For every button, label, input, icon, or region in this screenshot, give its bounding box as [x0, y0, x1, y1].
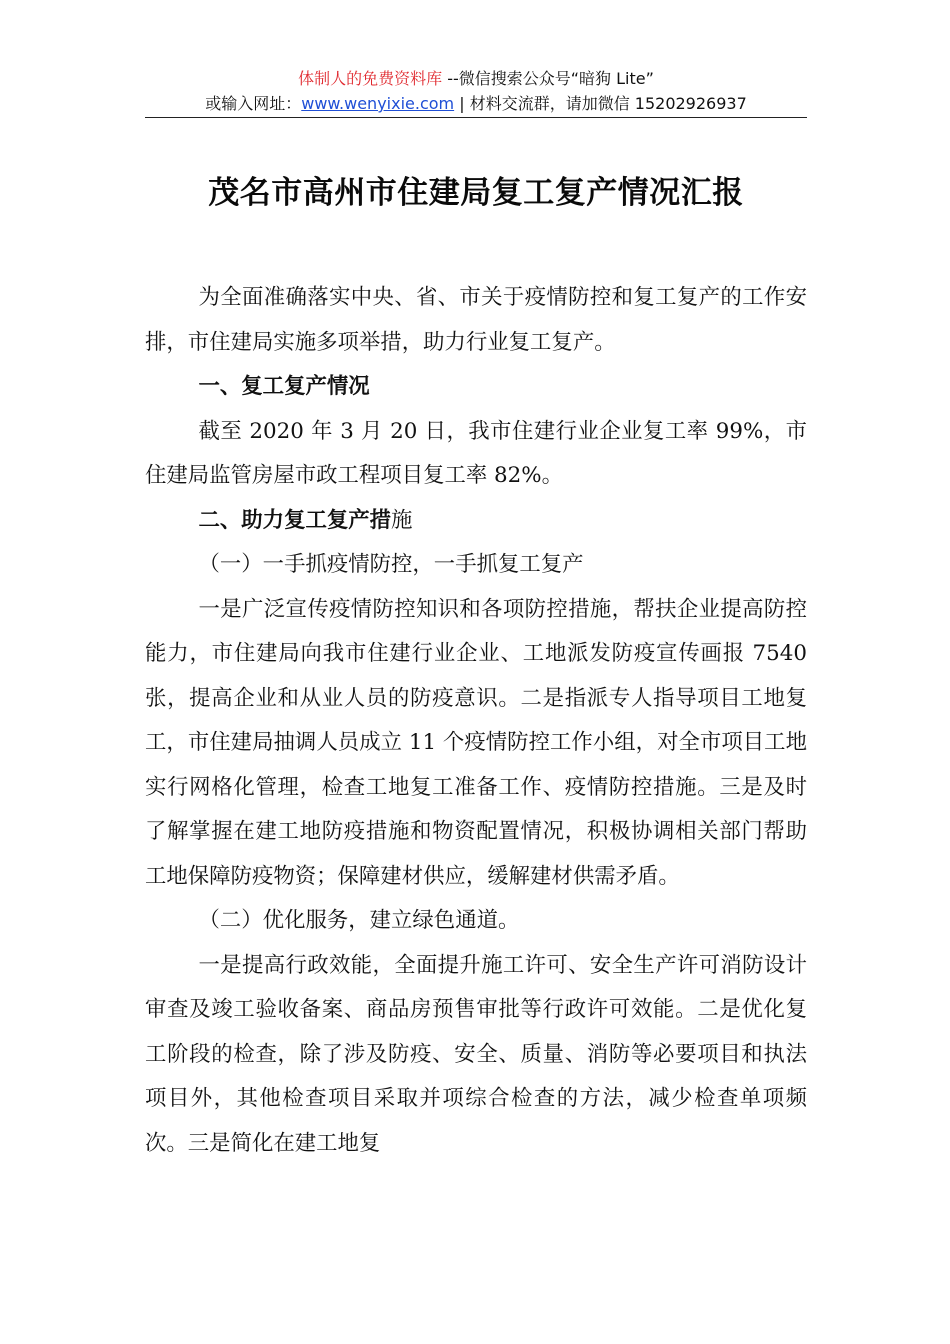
intro-paragraph: 为全面准确落实中央、省、市关于疫情防控和复工复产的工作安排，市住建局实施多项举措，助力行业复工复产。 [145, 285, 807, 355]
header-contact-line [145, 93, 807, 115]
header-promo-line [145, 68, 807, 90]
section-1-paragraph: 截至 2020 年 3 月 20 日，我市住建行业企业复工率 99%，市住建局监管房屋市政工程项目复工率 82%。 [145, 418, 807, 488]
section-2-heading [145, 499, 807, 544]
header-url-link[interactable]: www.wenyixie.com [301, 94, 455, 113]
subsection-1-paragraph: 一是广泛宣传疫情防控知识和各项防控措施，帮扶企业提高防控能力，市住建局向我市住建行业企业、工地派发防疫宣传画报 7540 张，提高企业和从业人员的防疫意识。二是指派专人指导项目工地复工，市住建局抽调人员成立 11 个疫情防控工作小组，对全市项目工地实行网格化管理，检查工地复工准备工作、疫情防控措施。三是及时了解掌握在建工地防疫措施和物资配置情况，积极协调相关部门帮助工地保障防疫物资；保障建材供应，缓解建材供需矛盾。 [145, 596, 807, 889]
header-divider [145, 117, 807, 118]
subsection-2-title: （二）优化服务，建立绿色通道。 [198, 908, 520, 933]
section-2-heading-tail: 施 [391, 507, 413, 533]
header-contact: | 材料交流群，请加微信 15202926937 [454, 94, 747, 113]
subsection-2-paragraph: 一是提高行政效能，全面提升施工许可、安全生产许可消防设计审查及竣工验收备案、商品房预售审批等行政许可效能。二是优化复工阶段的检查，除了涉及防疫、安全、质量、消防等必要项目和执法项目外，其他检查项目采取并项综合检查的方法，减少检查单项频次。三是简化在建工地复 [145, 952, 807, 1156]
header-brand: 体制人的免费资料库 [298, 69, 443, 88]
page-header [145, 68, 807, 115]
document-title: 茂名市高州市住建局复工复产情况汇报 [208, 175, 744, 211]
header-url-prefix: 或输入网址： [205, 94, 302, 113]
header-promo: --微信搜索公众号“暗狗 Lite” [442, 69, 654, 88]
document-body [145, 276, 807, 1166]
section-1-heading: 一、复工复产情况 [198, 374, 370, 399]
section-2-heading-text: 二、助力复工复产措 [198, 507, 392, 533]
subsection-1-title: （一）一手抓疫情防控，一手抓复工复产 [198, 552, 584, 577]
